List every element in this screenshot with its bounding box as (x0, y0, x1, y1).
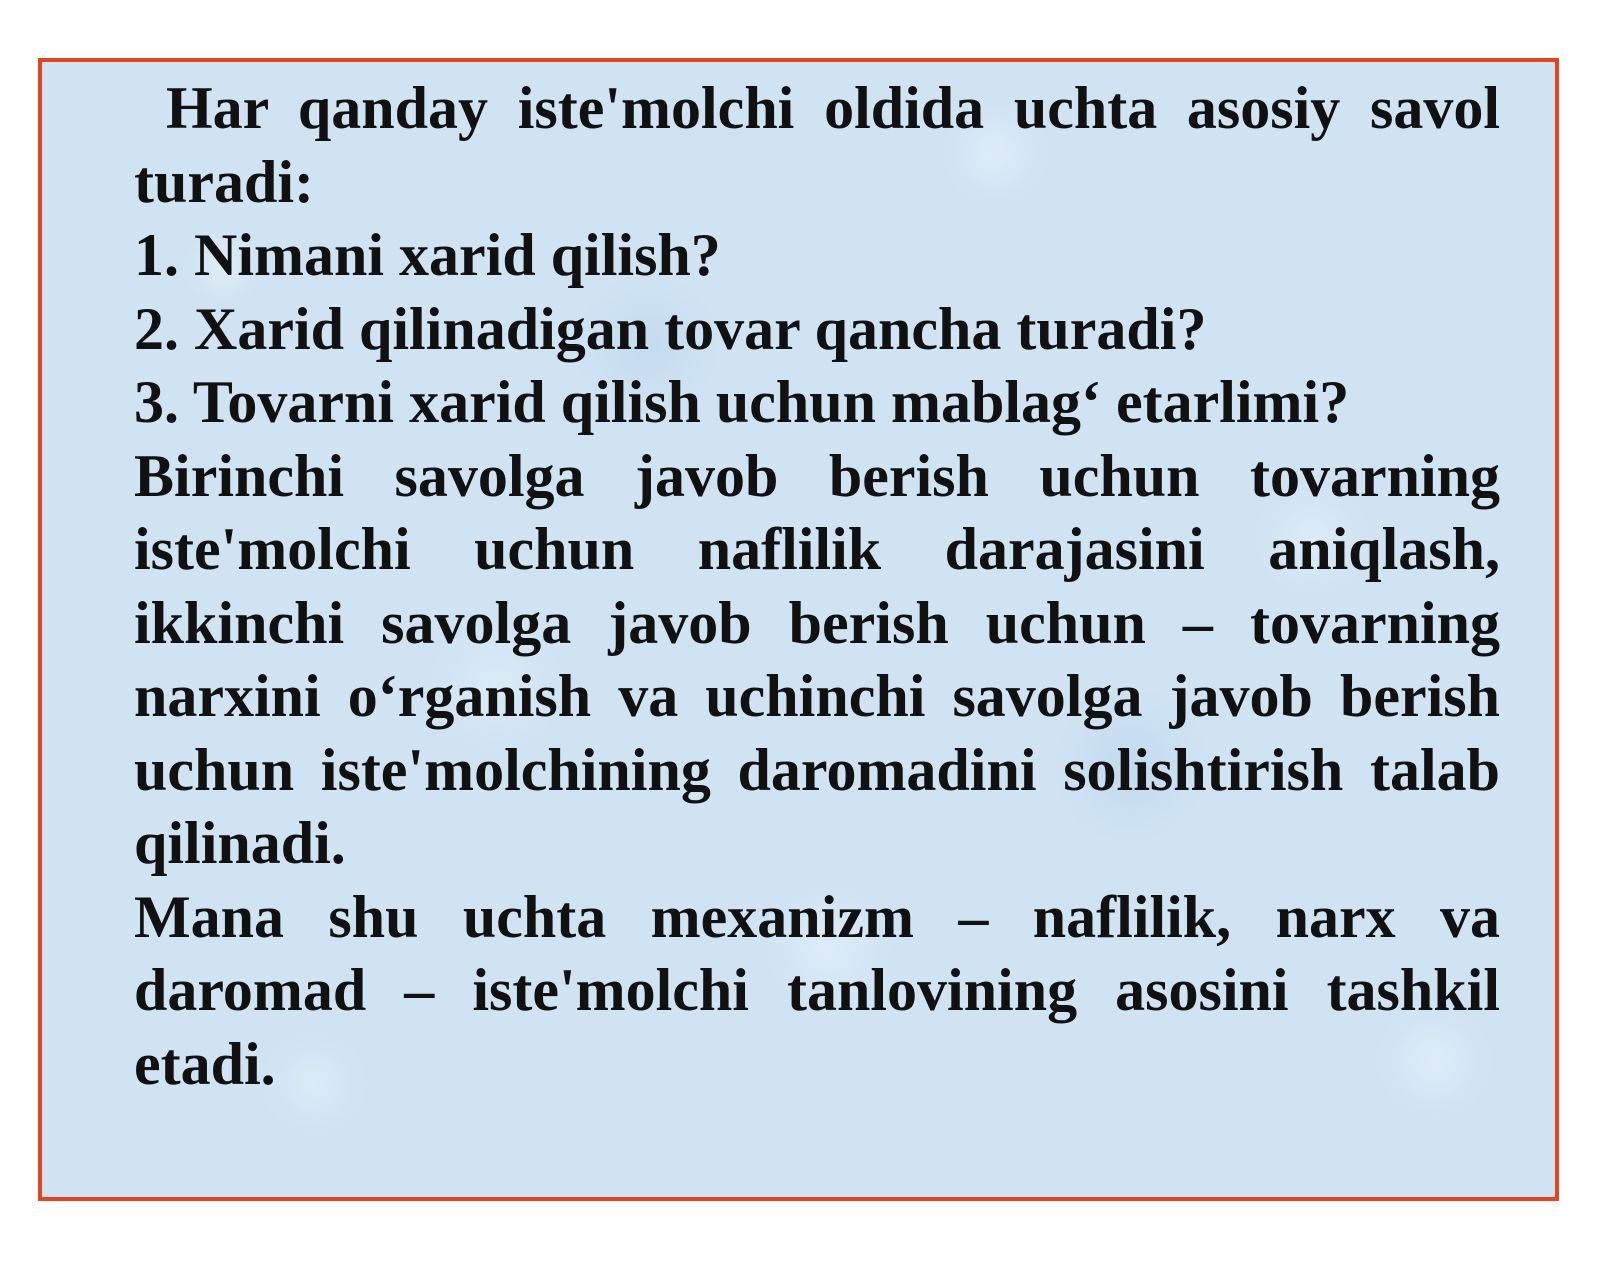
explanation-paragraph: Birinchi savolga javob berish uchun tovarning iste'molchi uchun naflilik darajasini aniqlash, ikkinchi savolga javob berish uchun – tovarning narxini o‘rganish va uchinchi savolga javob berish uchun iste'molchining daromadini solishtirish talab qilinadi. (134, 442, 1500, 876)
question-3: 3. Tovarni xarid qilish uchun mablag‘ etarlimi? (134, 369, 1350, 435)
question-1: 1. Nimani xarid qilish? (134, 222, 721, 288)
slide-text (134, 72, 1500, 1101)
question-2: 2. Xarid qilinadigan tovar qancha turadi? (134, 295, 1207, 362)
intro-paragraph: Har qanday iste'molchi oldida uchta asosiy savol turadi: (134, 75, 1500, 215)
conclusion-paragraph: Mana shu uchta mexanizm – naflilik, narx va daromad – iste'molchi tanlovining asosini tashkil etadi. (134, 883, 1500, 1097)
